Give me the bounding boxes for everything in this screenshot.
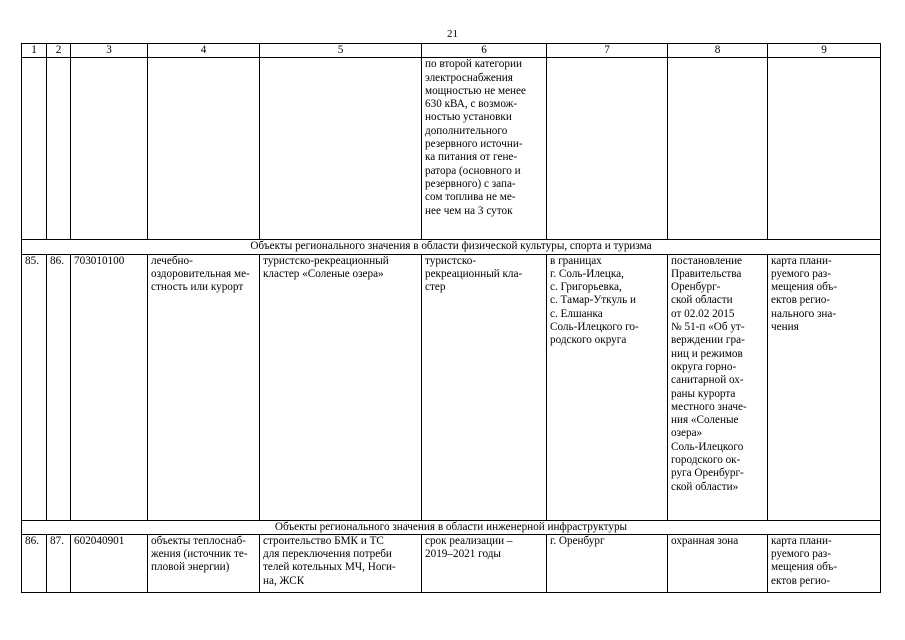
header-cell: 4 [148,44,260,58]
table-cell: туристско- рекреационный кла- стер [422,254,547,520]
table-cell [148,58,260,240]
table-row [22,58,881,240]
table-cell [668,58,768,240]
header-cell: 8 [668,44,768,58]
header-cell: 5 [260,44,422,58]
table-cell: карта плани- руемого раз- мещения объ- ектов регио- [768,534,881,592]
section-title: Объекты регионального значения в области инженерной инфраструктуры [22,520,881,534]
table-cell [260,58,422,240]
header-cell: 9 [768,44,881,58]
table-row [22,534,881,592]
table-cell [71,58,148,240]
table-cell: строительство БМК и ТС для переключения потреби телей котельных МЧ, Ноги- на, ЖСК [260,534,422,592]
table-cell: объекты теплоснаб- жения (источник те- пловой энергии) [148,534,260,592]
table-cell [47,58,71,240]
table-cell: г. Оренбург [547,534,668,592]
table-cell [547,58,668,240]
table-cell: охранная зона [668,534,768,592]
table-cell: 86. [47,254,71,520]
table-cell: 87. [47,534,71,592]
table-cell [768,58,881,240]
table-cell: по второй категории электроснабжения мощностью не менее 630 кВА, с возмож- ностью установки дополнительного резервного источни- ка питания от гене- ратора (основного и резервного) с запа- сом топлива не ме- нее чем на 3 суток [422,58,547,240]
table-cell: туристско-рекреационный кластер «Соленые озера» [260,254,422,520]
table-cell: 703010100 [71,254,148,520]
header-cell: 3 [71,44,148,58]
header-cell: 2 [47,44,71,58]
table-cell: 86. [22,534,47,592]
page-number: 21 [447,28,458,40]
document-table [21,43,881,593]
table-cell: 602040901 [71,534,148,592]
table-cell: постановление Правительства Оренбург- ской области от 02.02 2015 № 51-п «Об ут- верждении гра- ниц и режимов округа горно- санитарной ох- раны курорта местного значе- ния «Соленые озера» Соль-Илецкого городского ок- руга Оренбург- ской области» [668,254,768,520]
section-heading-row [22,520,881,534]
table-cell: лечебно- оздоровительная ме- стность или курорт [148,254,260,520]
section-heading-row [22,240,881,254]
table-cell: в границах г. Соль-Илецка, с. Григорьевка, с. Тамар-Уткуль и с. Елшанка Соль-Илецкого го- родского округа [547,254,668,520]
table-cell [22,58,47,240]
header-row [22,44,881,58]
table-row [22,254,881,520]
table-cell: 85. [22,254,47,520]
header-cell: 7 [547,44,668,58]
section-title: Объекты регионального значения в области физической культуры, спорта и туризма [22,240,881,254]
table-cell: карта плани- руемого раз- мещения объ- ектов регио- нального зна- чения [768,254,881,520]
table-cell: срок реализации – 2019–2021 годы [422,534,547,592]
header-cell: 1 [22,44,47,58]
header-cell: 6 [422,44,547,58]
